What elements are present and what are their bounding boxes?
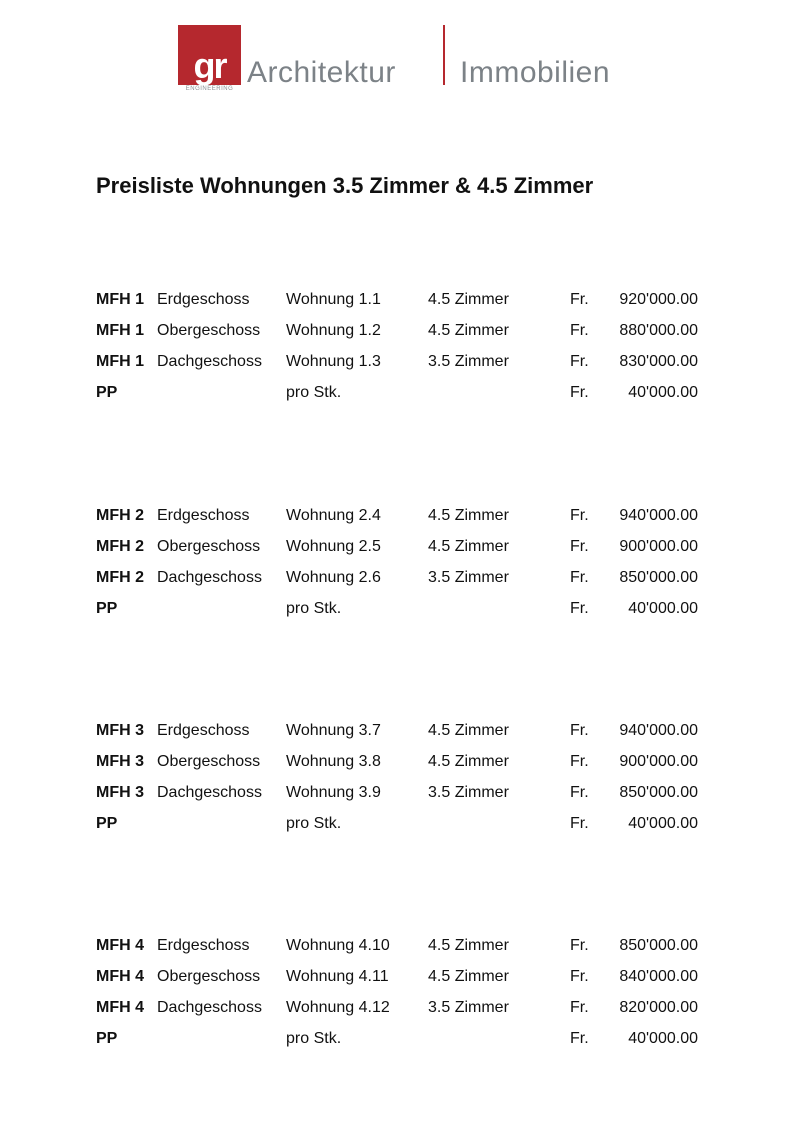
- page-title: Preisliste Wohnungen 3.5 Zimmer & 4.5 Zimmer: [96, 173, 594, 198]
- currency-cell: Fr.: [570, 999, 589, 1016]
- floor-cell: Dachgeschoss: [157, 353, 262, 370]
- price-group-mfh-4: [96, 936, 716, 1060]
- price-cell: 840'000.00: [619, 968, 698, 985]
- apartment-cell: Wohnung 3.8: [286, 753, 381, 770]
- price-cell: 40'000.00: [628, 384, 698, 401]
- building-cell: MFH 3: [96, 753, 144, 770]
- building-cell: MFH 3: [96, 722, 144, 739]
- price-cell: 40'000.00: [628, 1030, 698, 1047]
- logo-glyphs: gr: [193, 45, 226, 86]
- rooms-cell: 3.5 Zimmer: [428, 353, 509, 370]
- currency-cell: Fr.: [570, 322, 589, 339]
- building-cell: MFH 2: [96, 507, 144, 524]
- apartment-cell: pro Stk.: [286, 600, 342, 617]
- currency-cell: Fr.: [570, 384, 589, 401]
- price-cell: 830'000.00: [619, 353, 698, 370]
- price-cell: 40'000.00: [628, 815, 698, 832]
- currency-cell: Fr.: [570, 538, 589, 555]
- currency-cell: Fr.: [570, 937, 589, 954]
- price-cell: 940'000.00: [619, 722, 698, 739]
- building-cell: MFH 4: [96, 937, 144, 954]
- apartment-cell: Wohnung 1.3: [286, 353, 381, 370]
- currency-cell: Fr.: [570, 753, 589, 770]
- price-cell: 850'000.00: [619, 937, 698, 954]
- table-row: [96, 752, 716, 783]
- table-row: [96, 936, 716, 967]
- price-cell: 940'000.00: [619, 507, 698, 524]
- rooms-cell: 4.5 Zimmer: [428, 507, 509, 524]
- currency-cell: Fr.: [570, 784, 589, 801]
- building-cell: PP: [96, 815, 118, 832]
- price-cell: 880'000.00: [619, 322, 698, 339]
- floor-cell: Erdgeschoss: [157, 291, 250, 308]
- price-cell: 820'000.00: [619, 999, 698, 1016]
- currency-cell: Fr.: [570, 507, 589, 524]
- table-row: [96, 537, 716, 568]
- apartment-cell: Wohnung 1.2: [286, 322, 381, 339]
- building-cell: PP: [96, 600, 118, 617]
- apartment-cell: Wohnung 4.12: [286, 999, 390, 1016]
- apartment-cell: Wohnung 3.9: [286, 784, 381, 801]
- logo-subtitle: ENGINEERING: [185, 86, 234, 92]
- price-cell: 900'000.00: [619, 538, 698, 555]
- apartment-cell: Wohnung 2.4: [286, 507, 381, 524]
- apartment-cell: Wohnung 2.5: [286, 538, 381, 555]
- table-row: [96, 383, 716, 414]
- rooms-cell: 4.5 Zimmer: [428, 753, 509, 770]
- price-cell: 850'000.00: [619, 569, 698, 586]
- floor-cell: Dachgeschoss: [157, 999, 262, 1016]
- apartment-cell: Wohnung 4.10: [286, 937, 390, 954]
- floor-cell: Erdgeschoss: [157, 722, 250, 739]
- floor-cell: Erdgeschoss: [157, 937, 250, 954]
- building-cell: MFH 2: [96, 569, 144, 586]
- table-row: [96, 967, 716, 998]
- building-cell: MFH 3: [96, 784, 144, 801]
- price-cell: 920'000.00: [619, 291, 698, 308]
- building-cell: PP: [96, 384, 118, 401]
- price-cell: 40'000.00: [628, 600, 698, 617]
- rooms-cell: 3.5 Zimmer: [428, 784, 509, 801]
- price-cell: 850'000.00: [619, 784, 698, 801]
- currency-cell: Fr.: [570, 968, 589, 985]
- rooms-cell: 4.5 Zimmer: [428, 937, 509, 954]
- apartment-cell: pro Stk.: [286, 1030, 342, 1047]
- brand-divider: [443, 25, 445, 85]
- table-row: [96, 998, 716, 1029]
- table-row: [96, 352, 716, 383]
- currency-cell: Fr.: [570, 600, 589, 617]
- apartment-cell: pro Stk.: [286, 384, 342, 401]
- price-group-mfh-2: [96, 506, 716, 630]
- table-row: [96, 506, 716, 537]
- currency-cell: Fr.: [570, 815, 589, 832]
- building-cell: MFH 1: [96, 291, 144, 308]
- price-group-mfh-1: [96, 290, 716, 414]
- currency-cell: Fr.: [570, 1030, 589, 1047]
- building-cell: MFH 4: [96, 968, 144, 985]
- building-cell: MFH 1: [96, 322, 144, 339]
- rooms-cell: 4.5 Zimmer: [428, 322, 509, 339]
- apartment-cell: Wohnung 1.1: [286, 291, 381, 308]
- brand-architektur: Architektur: [247, 56, 396, 89]
- rooms-cell: 4.5 Zimmer: [428, 538, 509, 555]
- rooms-cell: 4.5 Zimmer: [428, 291, 509, 308]
- currency-cell: Fr.: [570, 353, 589, 370]
- apartment-cell: Wohnung 2.6: [286, 569, 381, 586]
- table-row: [96, 814, 716, 845]
- table-row: [96, 783, 716, 814]
- building-cell: MFH 4: [96, 999, 144, 1016]
- table-row: [96, 599, 716, 630]
- rooms-cell: 3.5 Zimmer: [428, 999, 509, 1016]
- building-cell: MFH 2: [96, 538, 144, 555]
- floor-cell: Dachgeschoss: [157, 784, 262, 801]
- floor-cell: Obergeschoss: [157, 968, 261, 985]
- rooms-cell: 4.5 Zimmer: [428, 722, 509, 739]
- apartment-cell: Wohnung 4.11: [286, 968, 389, 985]
- table-row: [96, 1029, 716, 1060]
- apartment-cell: pro Stk.: [286, 815, 342, 832]
- currency-cell: Fr.: [570, 569, 589, 586]
- rooms-cell: 4.5 Zimmer: [428, 968, 509, 985]
- table-row: [96, 568, 716, 599]
- building-cell: PP: [96, 1030, 118, 1047]
- brand-immobilien: Immobilien: [460, 56, 611, 89]
- building-cell: MFH 1: [96, 353, 144, 370]
- table-row: [96, 290, 716, 321]
- table-row: [96, 721, 716, 752]
- price-group-mfh-3: [96, 721, 716, 845]
- currency-cell: Fr.: [570, 291, 589, 308]
- floor-cell: Obergeschoss: [157, 753, 261, 770]
- company-logo-mark: [178, 25, 241, 85]
- floor-cell: Dachgeschoss: [157, 569, 262, 586]
- floor-cell: Erdgeschoss: [157, 507, 250, 524]
- apartment-cell: Wohnung 3.7: [286, 722, 381, 739]
- currency-cell: Fr.: [570, 722, 589, 739]
- table-row: [96, 321, 716, 352]
- rooms-cell: 3.5 Zimmer: [428, 569, 509, 586]
- price-cell: 900'000.00: [619, 753, 698, 770]
- floor-cell: Obergeschoss: [157, 538, 261, 555]
- floor-cell: Obergeschoss: [157, 322, 261, 339]
